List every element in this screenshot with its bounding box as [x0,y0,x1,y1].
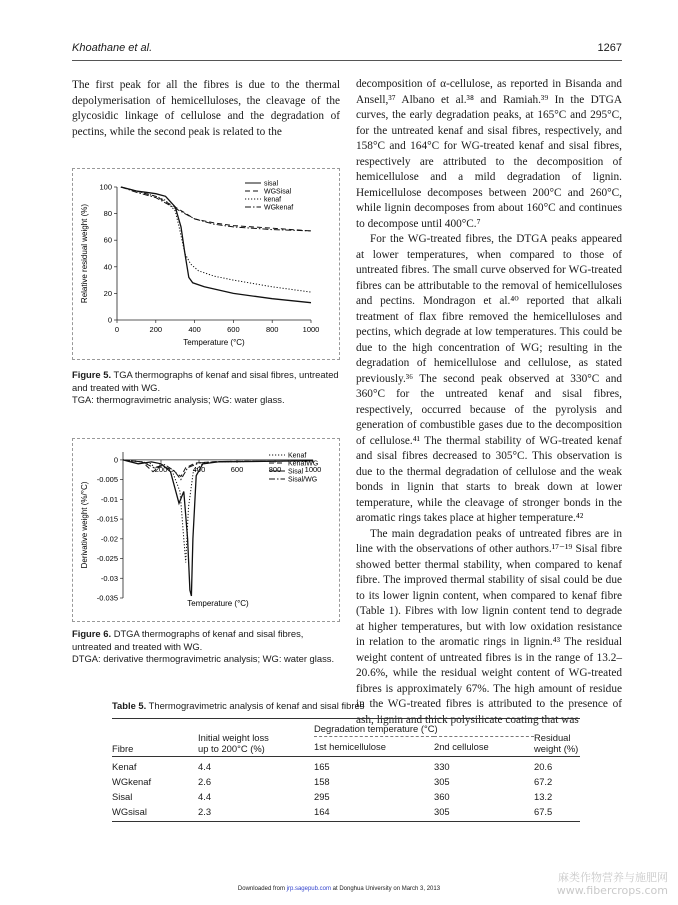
y-tick-label: -0.03 [100,573,118,583]
x-tick-label: 800 [268,464,282,474]
y-tick-label: 0 [113,455,118,465]
right-paragraph-2: For the WG-treated fibres, the DTGA peaks appeared at lower temperatures, when compared to those of untreated fibres. The small curve observed for WG-treated fibres can be attributable to the removal of hemicelluloses and pectins. Mondragon et al.⁴⁰ reported that alkali treatment of flax fibre removed the hemicelluloses and pectins, which degrade at low temperatures. This could be due to the high concentration of WG; resulting in the degradation of hemicellulose and cellulose, as stated previously.³⁶ The second peak observed at 330°C and 360°C for the untreated kenaf and sisal fibres, respectively, occurred because of the pyrolysis and generation of combustible gases due to the decomposition of cellulose.⁴¹ The thermal stability of WG-treated kenaf and sisal fibres decreased to 305°C. This observation is due to the thermal degradation of cellulose and the weak bonds in lignin that starts to break down at lower temperature, while the cleavage of stronger bonds in the aromatic rings takes place at higher temperature.⁴² [356,233,622,524]
table-cell: WGsisal [112,804,198,822]
header-rule [72,60,622,61]
header-first-hemicellulose: 1st hemicellulose [314,741,386,752]
x-tick-label: 800 [265,325,279,334]
footer-suffix: at Donghua University on March 3, 2013 [332,886,441,892]
legend-label: sisal [264,180,279,188]
figure-6-chart [72,438,340,622]
y-tick-label: -0.025 [96,554,118,564]
y-tick-label: -0.01 [100,494,118,504]
series-line-sisal [123,460,313,596]
left-paragraph: The first peak for all the fibres is due to the thermal depolymerisation of hemicelluloses, the cleavage of the glycosidic linkage of cellulose and the degradation of pectins, while the second peak is related to the [72,79,340,138]
table-cell: 360 [434,791,450,802]
y-tick-label: -0.02 [100,534,118,544]
table-cell: 295 [314,791,330,802]
header-initial-line-2: up to 200°C (%) [198,743,265,754]
x-tick-label: 400 [188,325,201,334]
legend-label: Sisal [288,468,304,476]
tga-chart-svg [73,169,339,359]
table-cell: 158 [314,776,330,787]
x-tick-label: 0 [114,325,120,334]
series-line-kenaf [121,187,311,292]
header-degradation-temperature: Degradation temperature (°C) [314,719,534,737]
table-cell: 67.5 [534,804,580,822]
running-header [72,42,622,54]
x-tick-label: 600 [230,464,244,474]
table-row [112,789,580,804]
figure-5-caption [72,369,342,407]
running-author: Khoathane et al. [72,42,153,54]
y-axis-title: Derivative weight (%/°C) [80,481,89,569]
table-cell: 305 [434,804,534,822]
left-column-text [72,78,340,140]
legend-label: WGSisal [264,188,292,196]
series-line-sisal-wg [123,460,313,480]
table-cell: 2.6 [198,776,212,787]
x-tick-label: 1000 [302,325,320,334]
page-number: 1267 [597,42,622,54]
legend-label: Sisal/WG [288,476,318,484]
table-5-title-text: Thermogravimetric analysis of kenaf and sisal fibres [148,700,365,711]
y-tick-label: -0.005 [96,475,118,485]
y-tick-label: 40 [103,262,112,272]
header-fibre: Fibre [112,719,198,757]
y-tick-label: 80 [103,209,112,219]
right-paragraph-3: The main degradation peaks of untreated fibres are in line with the observations of other authors.¹⁷⁻¹⁹ Sisal fibre showed better thermal stability, when compared to kenaf fibre. The improved thermal stability of sisal could be due to its lower lignin content, when compared to kenaf fibre (Table 1). Fibres with low lignin content tend to degrade at higher temperatures, but with low oxidation resistance in relation to the aromatic rings in lignin.⁴³ The residual weight content of untreated fibres is in the range of 13.2–20.6%, while the residual weight content of WG-treated fibres is approximately 67%. The high amount of residue in the WG-treated fibres is attributed to the presence of ash, lignin and thick polysilicate coating that was [356,527,622,726]
legend-label: Kenaf [288,452,307,460]
table-cell: 305 [434,776,450,787]
figure-5-chart [72,168,340,360]
table-cell: Sisal [112,791,133,802]
header-residual-line-2: weight (%) [534,743,579,754]
legend-label: KenafWG [288,460,319,468]
table-5-title [112,700,580,711]
header-second-cellulose: 2nd cellulose [434,741,489,752]
table-5-label: Table 5. [112,700,147,711]
y-tick-label: 100 [99,182,112,192]
legend-label: WGkenaf [264,204,294,212]
y-tick-label: 20 [103,288,112,298]
figure-6-abbreviations: DTGA: derivative thermogravimetric analysis; WG: water glass. [72,653,335,664]
watermark-line-2: www.fibercrops.com [556,884,668,897]
table-cell: WGkenaf [112,776,152,787]
site-watermark [557,871,668,897]
x-tick-label: 200 [154,464,168,474]
figure-5-caption-text: TGA thermographs of kenaf and sisal fibres, untreated and treated with WG. [72,369,339,393]
table-row [112,804,580,822]
header-initial-line-1: Initial weight loss [198,732,269,743]
header-residual-weight [534,719,580,757]
table-cell: Kenaf [112,757,198,775]
table-5-grid [112,718,580,822]
table-cell: 330 [434,757,534,775]
dtga-chart-svg [73,439,339,621]
x-tick-label: 400 [192,464,206,474]
figure-6-label: Figure 6. [72,628,112,639]
table-5 [112,700,580,822]
table-cell: 67.2 [534,776,553,787]
x-tick-label: 600 [227,325,240,334]
table-cell: 20.6 [534,757,580,775]
right-paragraph-1: decomposition of α-cellulose, as reported in Bisanda and Ansell,³⁷ Albano et al.³⁸ and Ramiah.³⁹ In the DTGA curves, the early degradation peaks, at 165°C and 295°C, for the untreated kenaf and sisal fibres, respectively, and 158°C and 164°C for WG-treated kenaf and sisal fibres, respectively are attributed to the decomposition of hemicellulose and a mild degradation of lignin. Hemicellulose decomposes between 200°C and 260°C, while lignin decomposes from about 160°C and continues to decompose until 400°C.⁷ [356,78,622,230]
figure-6-caption [72,628,342,666]
table-cell: 13.2 [534,791,553,802]
table-cell: 4.4 [198,757,314,775]
legend-label: kenaf [264,196,282,204]
right-column-text [356,77,622,728]
table-row [112,757,580,775]
watermark-line-1: 麻类作物营养与施肥网 [558,871,668,884]
y-tick-label: -0.035 [96,593,118,603]
table-cell: 2.3 [198,804,314,822]
header-initial-weight-loss [198,719,314,757]
series-line-kenaf [123,460,313,563]
figure-5-abbreviations: TGA: thermogravimetric analysis; WG: water glass. [72,394,285,405]
y-tick-label: -0.015 [96,514,118,524]
table-cell: 164 [314,804,434,822]
y-tick-label: 0 [107,315,112,325]
x-tick-label: 200 [149,325,163,334]
table-row [112,774,580,789]
figure-6-caption-text: DTGA thermographs of kenaf and sisal fibres, untreated and treated with WG. [72,628,304,652]
x-axis-title: Temperature (°C) [183,338,245,347]
y-tick-label: 60 [103,235,112,245]
x-tick-label: 1000 [304,464,322,474]
y-axis-title: Relative residual weight (%) [80,203,89,304]
table-cell: 4.4 [198,791,212,802]
footer-link[interactable]: jrp.sagepub.com [286,886,331,892]
x-axis-title: Temperature (°C) [187,599,249,608]
table-cell: 165 [314,757,434,775]
header-residual-line-1: Residual [534,732,571,743]
figure-5-label: Figure 5. [72,369,112,380]
footer-prefix: Downloaded from [237,886,285,892]
